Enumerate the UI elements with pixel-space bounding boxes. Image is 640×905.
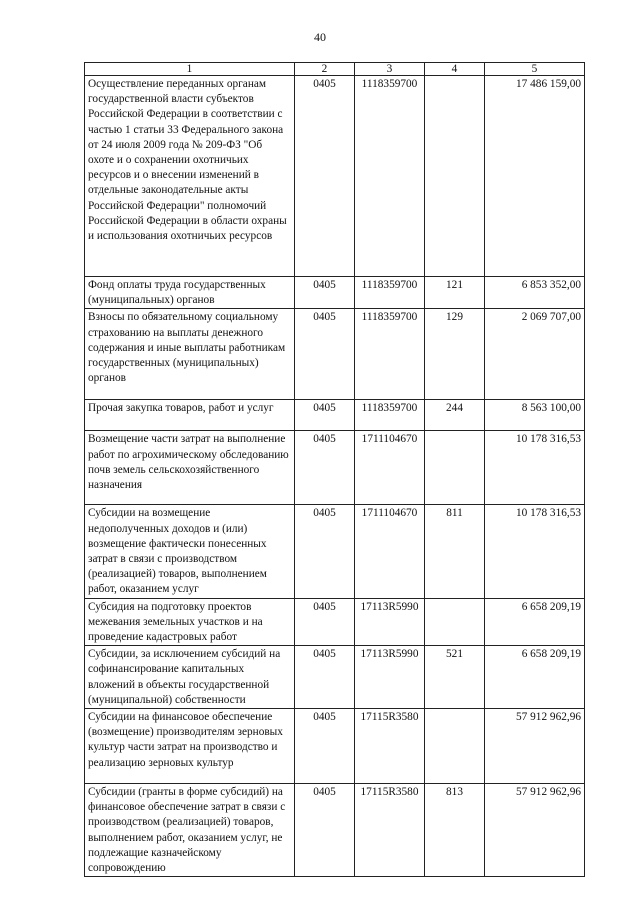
row-amount: 6 853 352,00 — [485, 277, 585, 309]
row-name: Фонд оплаты труда государственных (муниципальных) органов — [85, 277, 295, 309]
table-row — [85, 505, 585, 598]
budget-table — [84, 62, 585, 877]
row-section: 0405 — [295, 277, 355, 309]
header-col-4: 4 — [425, 63, 485, 76]
row-expense-type: 811 — [425, 505, 485, 598]
header-col-3: 3 — [355, 63, 425, 76]
row-section: 0405 — [295, 505, 355, 598]
row-expense-type — [425, 598, 485, 646]
header-col-5: 5 — [485, 63, 585, 76]
row-amount: 6 658 209,19 — [485, 598, 585, 646]
row-section: 0405 — [295, 784, 355, 877]
row-target: 17113R5990 — [355, 598, 425, 646]
row-expense-type — [425, 709, 485, 784]
table-row — [85, 76, 585, 277]
row-name: Субсидии на возмещение недополученных доходов и (или) возмещение фактически понесенных затрат в связи с производством (реализацией) товаров, выполнением работ, оказанием услуг — [85, 505, 295, 598]
row-target: 1118359700 — [355, 309, 425, 400]
row-target: 17115R3580 — [355, 709, 425, 784]
header-col-1: 1 — [85, 63, 295, 76]
table-row — [85, 598, 585, 646]
header-col-2: 2 — [295, 63, 355, 76]
row-target: 1711104670 — [355, 505, 425, 598]
row-name: Субсидия на подготовку проектов межевания земельных участков и на проведение кадастровых работ — [85, 598, 295, 646]
row-section: 0405 — [295, 431, 355, 505]
row-section: 0405 — [295, 400, 355, 431]
row-amount: 8 563 100,00 — [485, 400, 585, 431]
row-expense-type: 813 — [425, 784, 485, 877]
row-target: 17115R3580 — [355, 784, 425, 877]
row-section: 0405 — [295, 309, 355, 400]
table-row — [85, 431, 585, 505]
row-target: 1118359700 — [355, 277, 425, 309]
row-target: 17113R5990 — [355, 646, 425, 709]
row-expense-type — [425, 76, 485, 277]
table-row — [85, 277, 585, 309]
table-row — [85, 709, 585, 784]
row-expense-type: 521 — [425, 646, 485, 709]
row-name: Субсидии, за исключением субсидий на софинансирование капитальных вложений в объекты государственной (муниципальной) собственности — [85, 646, 295, 709]
row-section: 0405 — [295, 709, 355, 784]
page-number: 40 — [314, 30, 326, 44]
row-expense-type — [425, 431, 485, 505]
row-target: 1711104670 — [355, 431, 425, 505]
row-amount: 57 912 962,96 — [485, 784, 585, 877]
row-name: Субсидии (гранты в форме субсидий) на финансовое обеспечение затрат в связи с производством (реализацией) товаров, выполнением работ, оказанием услуг, не подлежащие казначейскому сопровождению — [85, 784, 295, 877]
table-row — [85, 646, 585, 709]
row-target: 1118359700 — [355, 76, 425, 277]
row-expense-type: 121 — [425, 277, 485, 309]
row-name: Прочая закупка товаров, работ и услуг — [85, 400, 295, 431]
row-name: Субсидии на финансовое обеспечение (возмещение) производителям зерновых культур части затрат на производство и реализацию зерновых культур — [85, 709, 295, 784]
row-expense-type: 244 — [425, 400, 485, 431]
header-row — [85, 63, 585, 76]
row-name: Возмещение части затрат на выполнение работ по агрохимическому обследованию почв земель сельскохозяйственного назначения — [85, 431, 295, 505]
row-amount: 57 912 962,96 — [485, 709, 585, 784]
row-name: Взносы по обязательному социальному страхованию на выплаты денежного содержания и иные выплаты работникам государственных (муниципальных) органов — [85, 309, 295, 400]
row-amount: 10 178 316,53 — [485, 431, 585, 505]
row-amount: 10 178 316,53 — [485, 505, 585, 598]
row-name: Осуществление переданных органам государственной власти субъектов Российской Федерации в соответствии с частью 1 статьи 33 Федерального закона от 24 июля 2009 года № 209-ФЗ "Об охоте и о сохранении охотничьих ресурсов и о внесении изменений в отдельные законодательные акты Российской Федерации" полномочий Российской Федерации в области охраны и использования охотничьих ресурсов — [85, 76, 295, 277]
row-amount: 17 486 159,00 — [485, 76, 585, 277]
row-amount: 2 069 707,00 — [485, 309, 585, 400]
row-section: 0405 — [295, 76, 355, 277]
row-section: 0405 — [295, 598, 355, 646]
row-expense-type: 129 — [425, 309, 485, 400]
table-row — [85, 400, 585, 431]
row-section: 0405 — [295, 646, 355, 709]
row-target: 1118359700 — [355, 400, 425, 431]
row-amount: 6 658 209,19 — [485, 646, 585, 709]
table-row — [85, 309, 585, 400]
table-row — [85, 784, 585, 877]
